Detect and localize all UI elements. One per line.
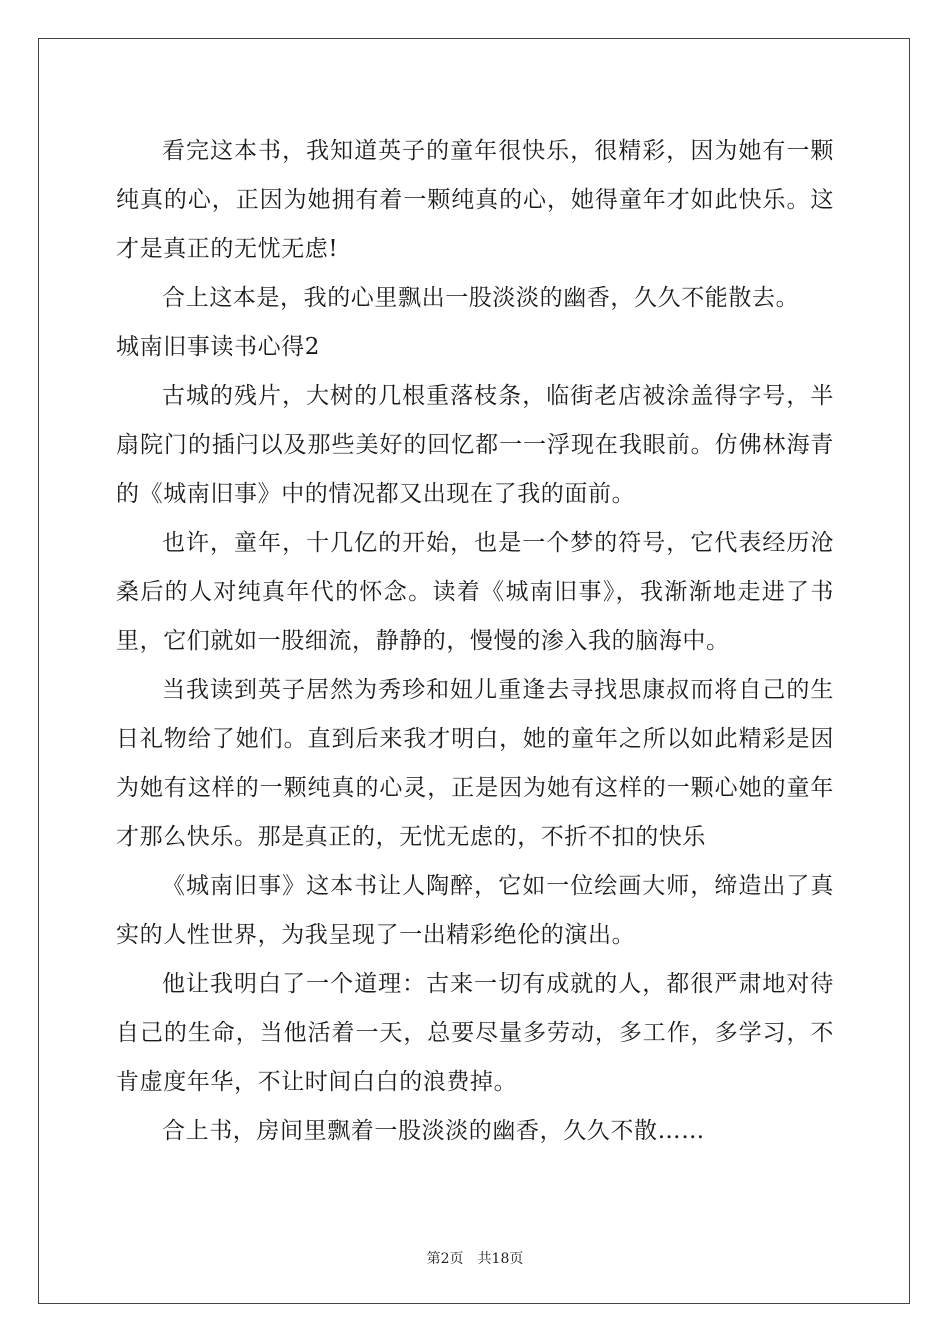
page-total: 共18页 [477,1251,524,1267]
paragraph: 合上书，房间里飘着一股淡淡的幽香，久久不散…… [162,1118,705,1144]
paragraph: 也许，童年，十几亿的开始，也是一个梦的符号，它代表经历沧桑后的人对纯真年代的怀念。读着《城南旧事》，我渐渐地走进了书里，它们就如一股细流，静静的，慢慢的渗入我的脑海中。 [116,530,834,654]
paragraph: 看完这本书，我知道英子的童年很快乐，很精彩，因为她有一颗纯真的心，正因为她拥有着一颗纯真的心，她得童年才如此快乐。这才是真正的无忧无虑! [116,138,834,262]
paragraph: 古城的残片，大树的几根重落枝条，临街老店被涂盖得字号，半扇院门的插闩以及那些美好的回忆都一一浮现在我眼前。仿佛林海青的《城南旧事》中的情况都又出现在了我的面前。 [116,383,834,507]
paragraph: 他让我明白了一个道理：古来一切有成就的人，都很严肃地对待自己的生命，当他活着一天，总要尽量多劳动，多工作，多学习，不肯虚度年华，不让时间白白的浪费掉。 [116,971,834,1095]
page-number: 第2页 [426,1251,464,1267]
paragraph: 当我读到英子居然为秀珍和妞儿重逢去寻找思康叔而将自己的生日礼物给了她们。直到后来我才明白，她的童年之所以如此精彩是因为她有这样的一颗纯真的心灵，正是因为她有这样的一颗心她的童年才那么快乐。那是真正的，无忧无虑的，不折不扣的快乐 [116,677,834,850]
paragraph: 《城南旧事》这本书让人陶醉，它如一位绘画大师，缔造出了真实的人性世界，为我呈现了一出精彩绝伦的演出。 [116,873,834,948]
page-footer [0,1248,950,1268]
document-body [116,127,834,1156]
paragraph: 合上这本是，我的心里飘出一股淡淡的幽香，久久不能散去。 [162,285,800,311]
section-heading: 城南旧事读书心得2 [116,334,321,360]
